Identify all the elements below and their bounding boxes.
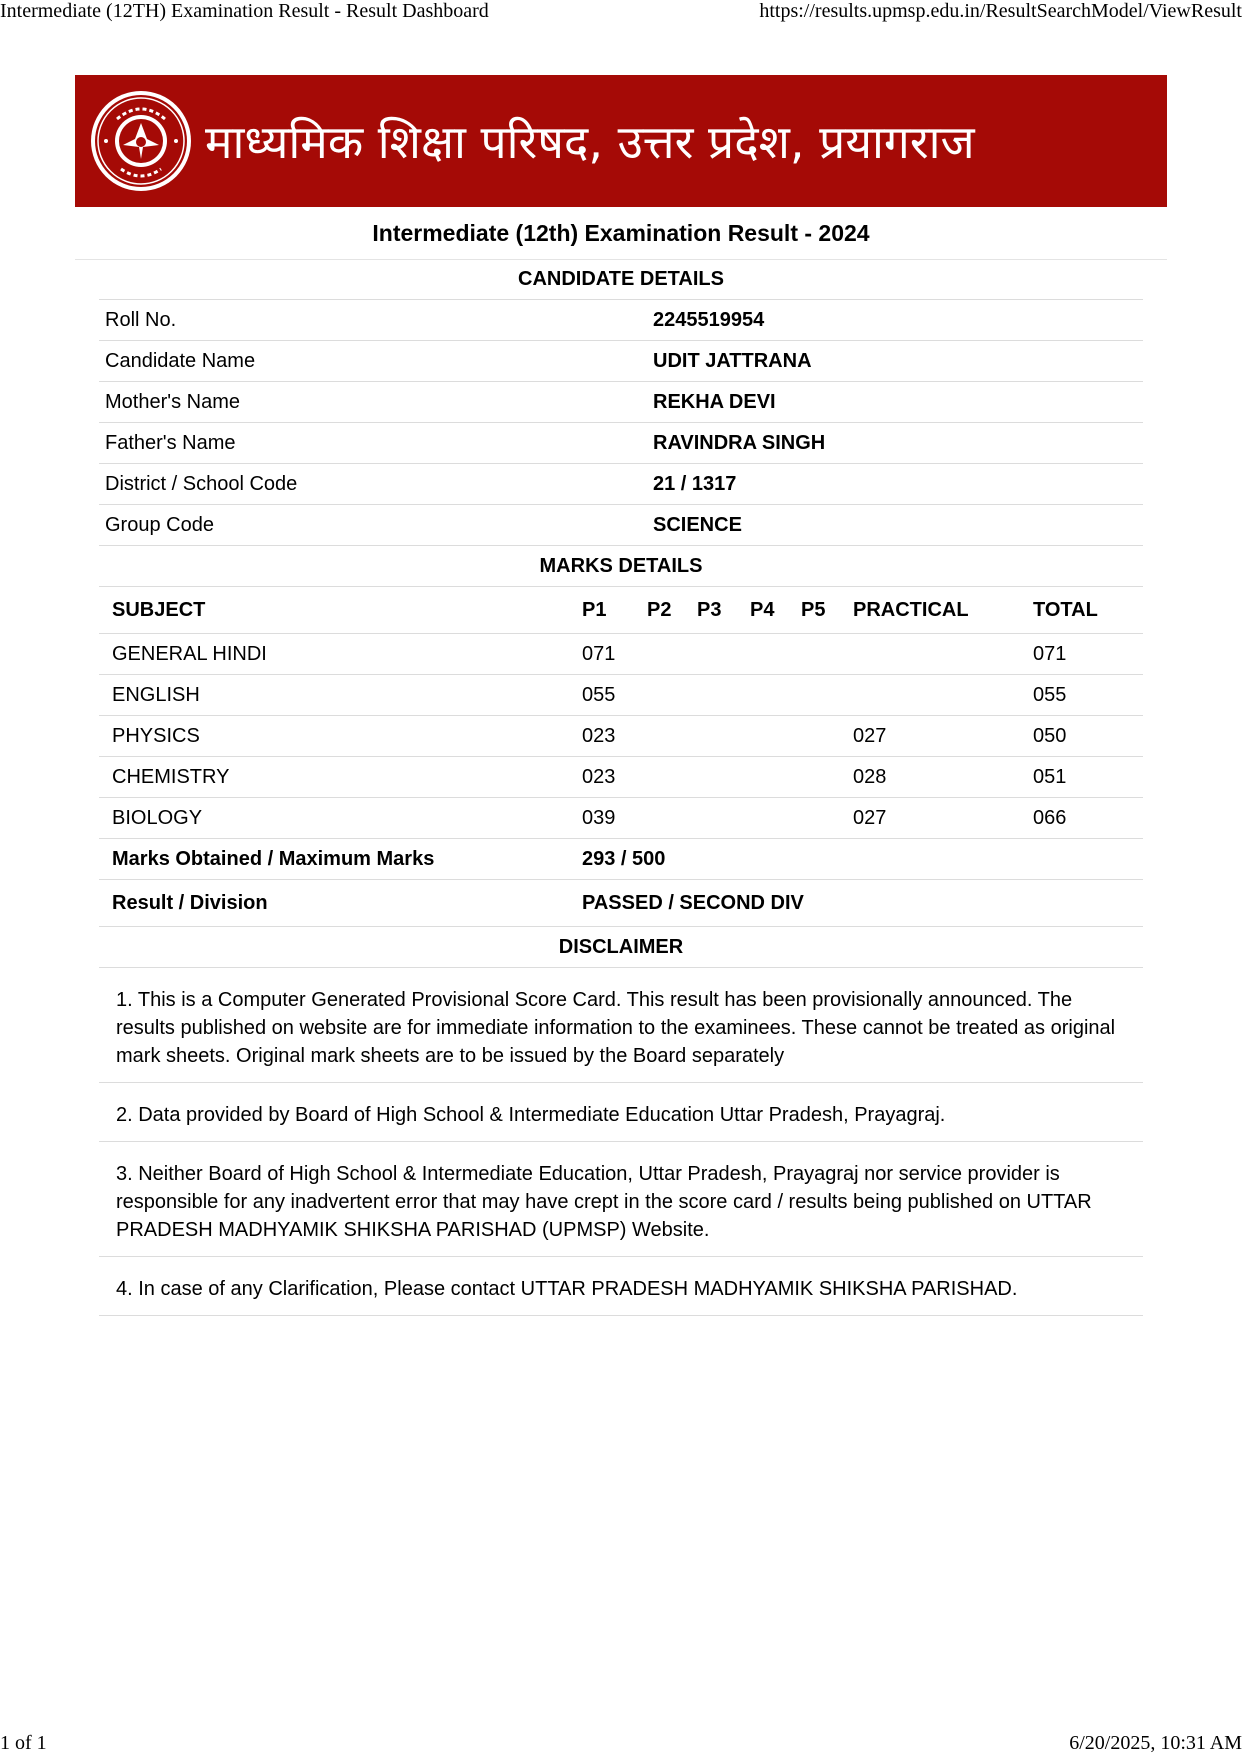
candidate-row: [99, 341, 1143, 382]
table-row: [99, 634, 1143, 675]
candidate-value: 21 / 1317: [653, 472, 737, 495]
col-total: TOTAL: [1033, 598, 1098, 621]
practical-cell: 028: [853, 765, 887, 788]
subject-cell: PHYSICS: [112, 724, 200, 747]
col-p2: P2: [647, 598, 672, 621]
p1-cell: 071: [582, 642, 616, 665]
subject-cell: GENERAL HINDI: [112, 642, 267, 665]
disclaimer-item: 2. Data provided by Board of High School & Intermediate Education Uttar Pradesh, Prayagraj.: [99, 1083, 1143, 1142]
disclaimer-heading: DISCLAIMER: [99, 927, 1143, 968]
subject-cell: BIOLOGY: [112, 806, 203, 829]
upmsp-seal-icon: [89, 89, 193, 193]
col-subject: SUBJECT: [112, 598, 206, 621]
board-name: माध्यमिक शिक्षा परिषद, उत्तर प्रदेश, प्रयागराज: [205, 115, 975, 169]
result-content: [99, 259, 1143, 1316]
marks-table-header: [99, 587, 1143, 634]
result-division-value: PASSED / SECOND DIV: [582, 891, 804, 914]
col-p4: P4: [750, 598, 775, 621]
result-division-row: [99, 880, 1143, 927]
practical-cell: 027: [853, 724, 887, 747]
candidate-row: [99, 382, 1143, 423]
candidate-label: District / School Code: [105, 472, 298, 495]
marks-details-heading: MARKS DETAILS: [99, 546, 1143, 587]
print-header: [0, 0, 1242, 23]
candidate-details-heading: CANDIDATE DETAILS: [99, 259, 1143, 300]
result-division-label: Result / Division: [112, 891, 268, 914]
candidate-label: Mother's Name: [105, 390, 240, 413]
subject-cell: CHEMISTRY: [112, 765, 230, 788]
total-cell: 071: [1033, 642, 1067, 665]
print-page-title: Intermediate (12TH) Examination Result - Result Dashboard: [0, 0, 489, 22]
marks-obtained-value: 293 / 500: [582, 847, 666, 870]
candidate-row: [99, 464, 1143, 505]
p1-cell: 055: [582, 683, 616, 706]
marks-obtained-label: Marks Obtained / Maximum Marks: [112, 847, 435, 870]
col-p1: P1: [582, 598, 607, 621]
candidate-label: Candidate Name: [105, 349, 256, 372]
board-banner: [75, 75, 1167, 207]
practical-cell: 027: [853, 806, 887, 829]
print-url: https://results.upmsp.edu.in/ResultSearchModel/ViewResult: [759, 0, 1242, 22]
col-p3: P3: [697, 598, 722, 621]
total-cell: 066: [1033, 806, 1067, 829]
disclaimer-item: 1. This is a Computer Generated Provisional Score Card. This result has been provisionally announced. The results published on website are for immediate information to the examinees. These cannot be treated as original mark sheets. Original mark sheets are to be issued by the Board separately: [99, 968, 1143, 1083]
marks-obtained-row: [99, 839, 1143, 880]
candidate-value: REKHA DEVI: [653, 390, 776, 413]
candidate-row: [99, 300, 1143, 341]
page-count: 1 of 1: [0, 1732, 47, 1754]
print-datetime: 6/20/2025, 10:31 AM: [1069, 1732, 1242, 1754]
table-row: [99, 757, 1143, 798]
candidate-row: [99, 505, 1143, 546]
print-footer: [0, 1732, 1242, 1755]
table-row: [99, 675, 1143, 716]
candidate-value: 2245519954: [653, 308, 765, 331]
candidate-label: Father's Name: [105, 431, 236, 454]
table-row: [99, 798, 1143, 839]
total-cell: 050: [1033, 724, 1067, 747]
p1-cell: 023: [582, 765, 616, 788]
col-practical: PRACTICAL: [853, 598, 969, 621]
p1-cell: 039: [582, 806, 616, 829]
col-p5: P5: [801, 598, 826, 621]
candidate-label: Group Code: [105, 513, 214, 536]
total-cell: 055: [1033, 683, 1067, 706]
candidate-value: SCIENCE: [653, 513, 742, 536]
subject-cell: ENGLISH: [112, 683, 200, 706]
candidate-label: Roll No.: [105, 308, 177, 331]
disclaimer-item: 4. In case of any Clarification, Please contact UTTAR PRADESH MADHYAMIK SHIKSHA PARISHAD.: [99, 1257, 1143, 1316]
table-row: [99, 716, 1143, 757]
candidate-value: RAVINDRA SINGH: [653, 431, 826, 454]
p1-cell: 023: [582, 724, 616, 747]
candidate-value: UDIT JATTRANA: [653, 349, 812, 372]
exam-title: Intermediate (12th) Examination Result - 2024: [75, 207, 1167, 260]
candidate-row: [99, 423, 1143, 464]
disclaimer-item: 3. Neither Board of High School & Intermediate Education, Uttar Pradesh, Prayagraj nor service provider is responsible for any inadvertent error that may have crept in the score card / results being published on UTTAR PRADESH MADHYAMIK SHIKSHA PARISHAD (UPMSP) Website.: [99, 1142, 1143, 1257]
total-cell: 051: [1033, 765, 1067, 788]
